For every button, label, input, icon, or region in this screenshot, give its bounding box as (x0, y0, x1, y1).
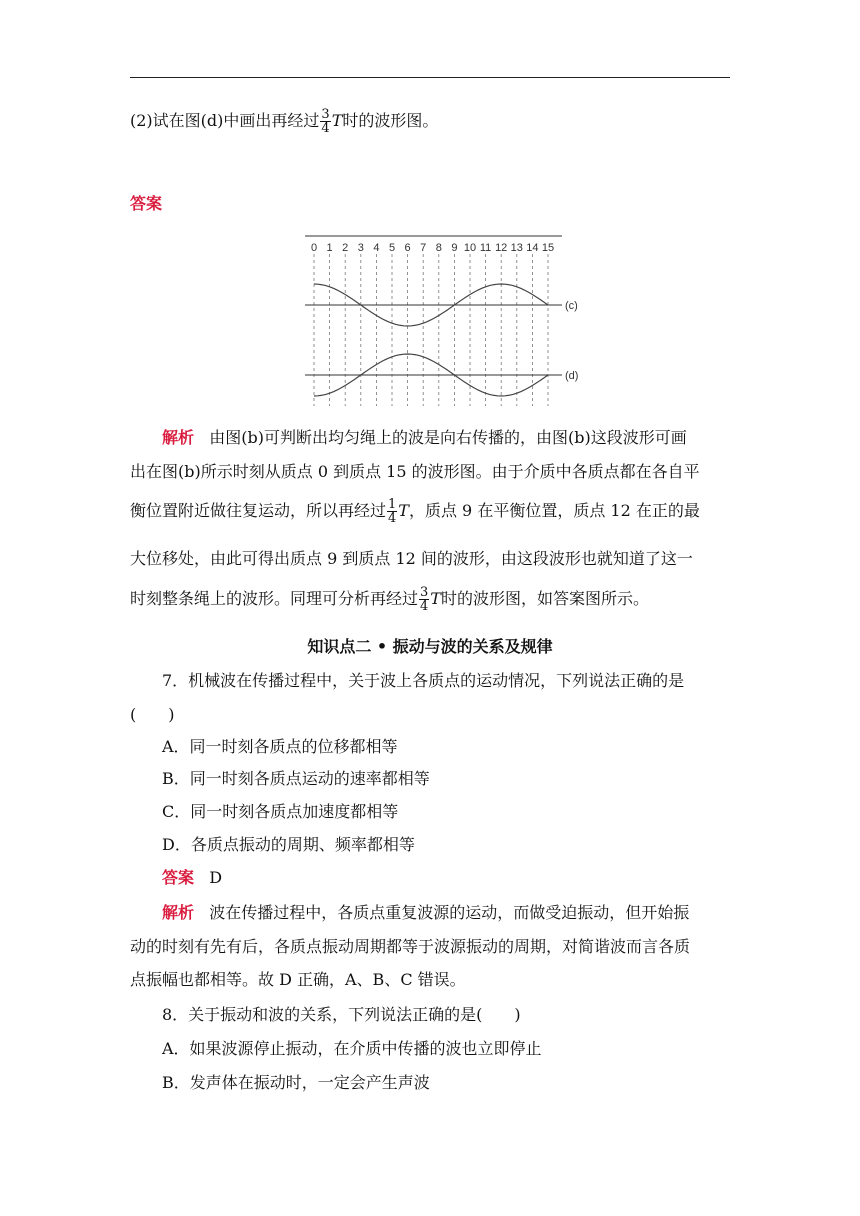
tick-label: 8 (435, 242, 442, 254)
q8-stem: 8．关于振动和波的关系，下列说法正确的是( ) (162, 1005, 521, 1024)
tick-label: 2 (342, 242, 349, 254)
variable-T: T (331, 111, 343, 130)
analysis-line-1: 解析 由图(b)可判断出均匀绳上的波是向右传播的，由图(b)这段波形可画 (162, 428, 687, 447)
analysis-line-5: 时刻整条绳上的波形。同理可分析再经过 $\frac{3}{4}$ T时的波形图，如答案图所示。 (130, 585, 649, 614)
header-rule (130, 77, 730, 78)
analysis-label: 解析 (162, 428, 195, 447)
fraction: $\frac{1}{4}$ (388, 497, 397, 526)
tick-label: 15 (541, 242, 555, 254)
label-c: (c) (565, 300, 578, 312)
tick-label: 3 (357, 242, 364, 254)
analysis-line-4: 大位移处，由此可得出质点 9 到质点 12 间的波形，由这段波形也就知道了这一 (130, 549, 693, 568)
q7-paren: ( ) (130, 705, 175, 724)
q7-option-d: D．各质点振动的周期、频率都相等 (162, 835, 415, 854)
q8-option-a: A．如果波源停止振动，在介质中传播的波也立即停止 (162, 1039, 542, 1058)
question-part-2 (130, 108, 730, 135)
tick-label: 1 (326, 242, 333, 254)
q7-answer: 答案 D (162, 868, 223, 887)
q7-analysis-line-1: 解析 波在传播过程中，各质点重复波源的运动，而做受迫振动，但开始振 (162, 903, 690, 922)
q7-option-c: C．同一时刻各质点加速度都相等 (162, 802, 399, 821)
tick-label: 4 (373, 242, 380, 254)
tick-label: 11 (479, 242, 492, 254)
q7-stem: 7．机械波在传播过程中，关于波上各质点的运动情况，下列说法正确的是 (162, 671, 685, 690)
section-title: 知识点二 • 振动与波的关系及规律 (307, 637, 553, 656)
tick-label: 10 (463, 242, 477, 254)
tick-label: 14 (526, 242, 539, 254)
analysis-line-2: 出在图(b)所示时刻从质点 0 到质点 15 的波形图。由于介质中各质点都在各自平 (130, 462, 700, 481)
q7-option-b: B．同一时刻各质点运动的速率都相等 (162, 769, 430, 788)
tick-label: 12 (495, 242, 508, 254)
wave-figure (300, 232, 600, 408)
tick-label: 0 (310, 242, 318, 254)
tick-label: 6 (404, 242, 411, 254)
tick-label: 5 (388, 242, 396, 254)
question-text: (2)试在图(d)中画出再经过 (130, 111, 320, 130)
analysis-line-3: 衡位置附近做往复运动，所以再经过 $\frac{1}{4}$ T，质点 9 在平衡位置，质点 12 在正的最 (130, 497, 700, 526)
tick-label: 13 (510, 242, 523, 254)
question-text-suffix: 时的波形图。 (342, 111, 439, 130)
label-d: (d) (565, 370, 579, 382)
tick-labels (311, 242, 554, 254)
q7-analysis-line-2: 动的时刻有先有后，各质点振动周期都等于波源振动的周期，对简谐波而言各质 (130, 937, 691, 956)
q8-option-b: B．发声体在振动时，一定会产生声波 (162, 1073, 430, 1092)
fraction: $\frac{3}{4}$ (420, 585, 429, 614)
tick-label: 7 (420, 242, 427, 254)
q7-analysis-line-3: 点振幅也都相等。故 D 正确，A、B、C 错误。 (130, 970, 466, 989)
fraction: $\frac{3}{4}$ (321, 107, 330, 136)
q7-option-a: A．同一时刻各质点的位移都相等 (162, 737, 398, 756)
answer-label: 答案 (130, 194, 163, 213)
tick-label: 9 (451, 242, 458, 254)
